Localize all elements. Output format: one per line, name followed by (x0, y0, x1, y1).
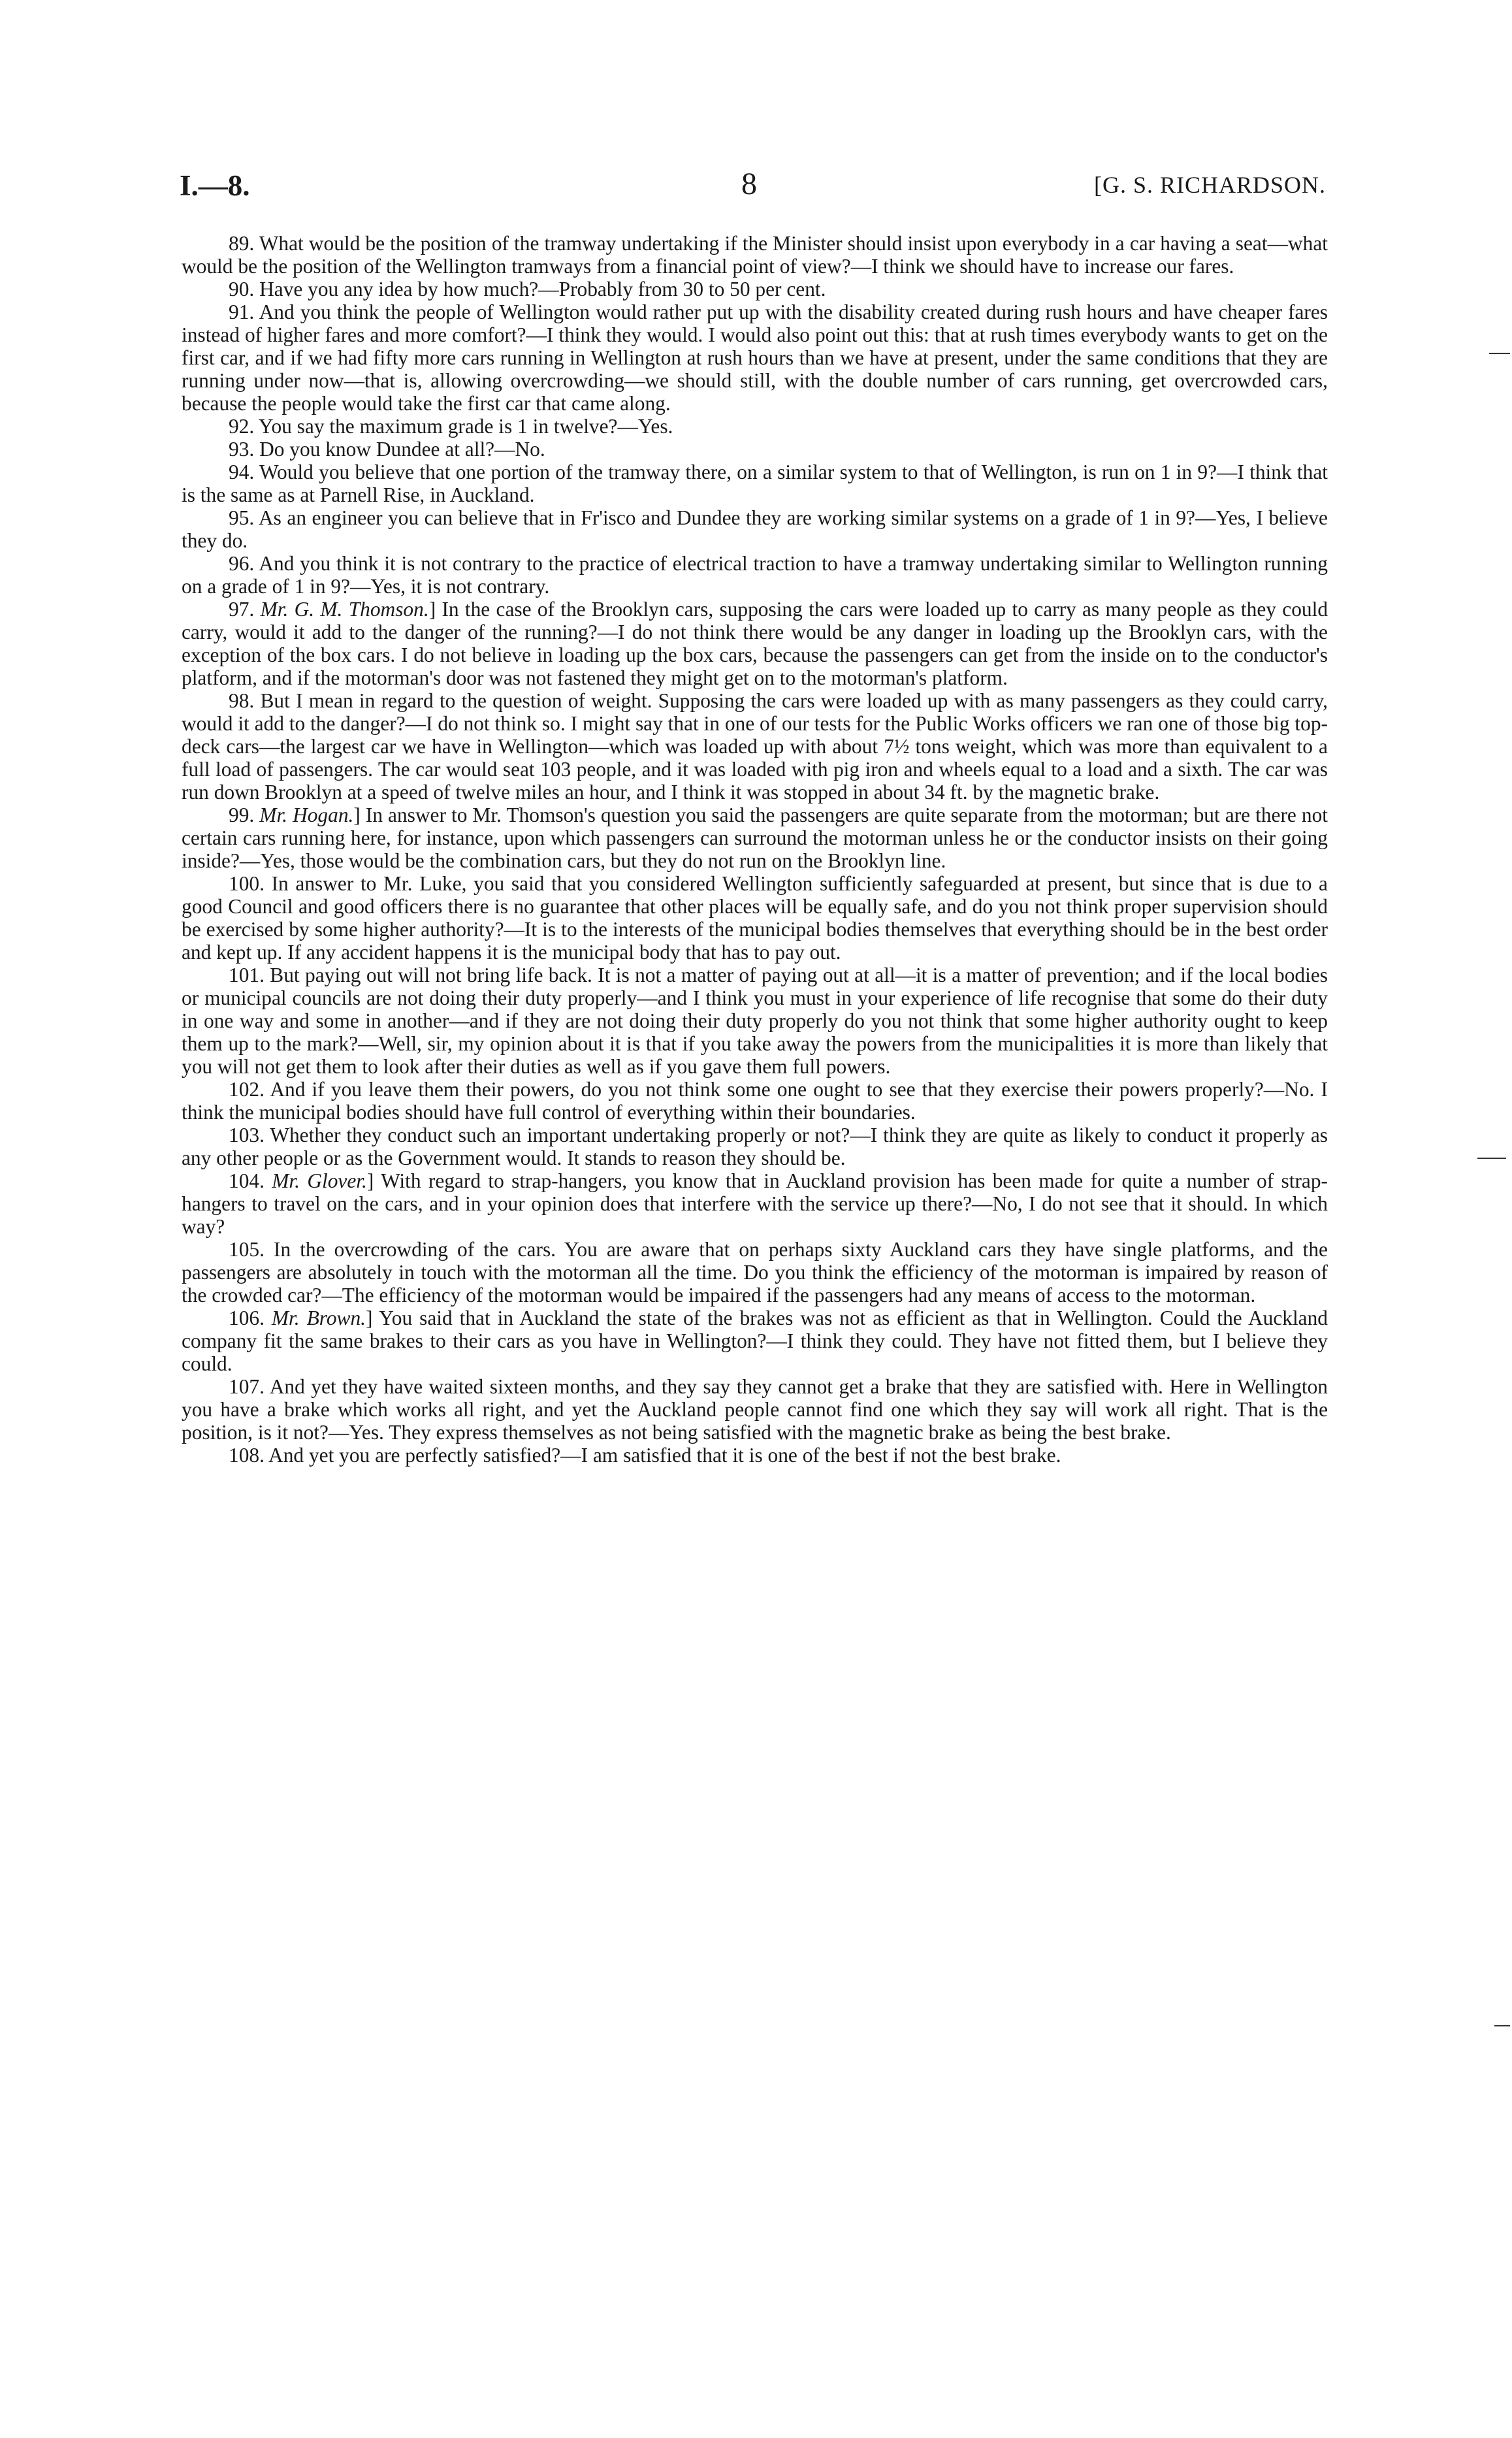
speaker-name: Mr. Brown. (271, 1307, 366, 1329)
paragraph-91: 91. And you think the people of Wellington would rather put up with the disability created during rush hours and have cheaper fares instead of higher fares and more comfort?—I think they would. I would also point out this: that at rush times everybody wants to get on the first car, and if we had fifty more cars running in Wellington at rush hours than we have at present, under the same conditions that they are running under now—that is, allowing overcrowding—we should still, with the double number of cars running, get overcrowded cars, because the people would take the first car that came along. (182, 301, 1328, 415)
paragraph-90: 90. Have you any idea by how much?—Probably from 30 to 50 per cent. (229, 278, 826, 301)
margin-mark (1494, 2025, 1510, 2026)
speaker-name: Mr. Glover. (272, 1169, 367, 1192)
paragraph-94: 94. Would you believe that one portion of the tramway there, on a similar system to that of Wellington, is run on 1 in 9?—I think that is the same as at Parnell Rise, in Auckland. (182, 461, 1328, 506)
paragraph-101: 101. But paying out will not bring life back. It is not a matter of paying out at all—it is a matter of prevention; and if the local bodies or municipal councils are not doing their duty properly—and I think you must in your experience of life recognise that some do their duty in one way and some in another—and if they are not doing their duty properly do you not think that some higher authority ought to keep them up to the mark?—Well, sir, my opinion about it is that if you take away the powers from the municipalities it is more than likely that you will not get them to look after their duties as well as if you gave them full powers. (182, 964, 1328, 1078)
witness-name: [G. S. RICHARDSON. (1093, 172, 1326, 198)
paragraph-93: 93. Do you know Dundee at all?—No. (229, 438, 545, 461)
page-header (180, 169, 1326, 208)
paragraph-104: 104. Mr. Glover.] With regard to strap-hangers, you know that in Auckland provision has been made for quite a number of strap-hangers to travel on the cars, and in your opinion does that interfere with the service up there?—No, I do not see that it should. In which way? (182, 1169, 1328, 1238)
page-number: 8 (741, 167, 757, 201)
speaker-name: Mr. G. M. Thomson. (260, 598, 429, 621)
paragraph-98: 98. But I mean in regard to the question of weight. Supposing the cars were loaded up with as many passengers as they could carry, would it add to the danger?—I do not think so. I might say that in one of our tests for the Public Works officers we ran one of those big top-deck cars—the largest car we have in Wellington—which was loaded up with about 7½ tons weight, which was more than equivalent to a full load of passengers. The car would seat 103 people, and it was loaded with pig iron and wheels equal to a load and a sixth. The car was run down Brooklyn at a speed of twelve miles an hour, and I think it was stopped in about 34 ft. by the magnetic brake. (182, 689, 1328, 804)
paragraph-100: 100. In answer to Mr. Luke, you said that you considered Wellington sufficiently safeguarded at present, but since that is due to a good Council and good officers there is no guarantee that other places will be equally safe, and do you not think proper supervision should be exercised by some higher authority?—It is to the interests of the municipal bodies themselves that everything should be in the best order and kept up. If any accident happens it is the municipal body that has to pay out. (182, 872, 1328, 964)
paragraph-102: 102. And if you leave them their powers, do you not think some one ought to see that they exercise their powers properly?—No. I think the municipal bodies should have full control of everything within their boundaries. (182, 1078, 1328, 1124)
paragraph-108: 108. And yet you are perfectly satisfied?—I am satisfied that it is one of the best if not the best brake. (229, 1444, 1061, 1467)
testimony-body (182, 232, 1328, 1467)
paragraph-107: 107. And yet they have waited sixteen months, and they say they cannot get a brake that they are satisfied with. Here in Wellington you have a brake which works all right, and yet the Auckland people cannot find one which they say will work all right. That is the position, is it not?—Yes. They express themselves as not being satisfied with the magnetic brake as being the best brake. (182, 1375, 1328, 1444)
paragraph-95: 95. As an engineer you can believe that in Fr'isco and Dundee they are working similar systems on a grade of 1 in 9?—Yes, I believe they do. (182, 506, 1328, 552)
paragraph-103: 103. Whether they conduct such an important undertaking properly or not?—I think they are quite as likely to conduct it properly as any other people or as the Government would. It stands to reason they should be. (182, 1124, 1328, 1169)
margin-mark (1489, 353, 1510, 354)
paragraph-105: 105. In the overcrowding of the cars. You are aware that on perhaps sixty Auckland cars they have single platforms, and the passengers are absolutely in touch with the motorman all the time. Do you think the efficiency of the motorman is impaired by reason of the crowded car?—The efficiency of the motorman would be impaired if the passengers had any means of access to the motorman. (182, 1238, 1328, 1307)
paragraph-106: 106. Mr. Brown.] You said that in Auckland the state of the brakes was not as efficient as that in Wellington. Could the Auckland company fit the same brakes to their cars as you have in Wellington?—I think they could. They have not fitted them, but I believe they could. (182, 1307, 1328, 1375)
margin-mark (1477, 1158, 1506, 1159)
paragraph-89: 89. What would be the position of the tramway undertaking if the Minister should insist upon everybody in a car having a seat—what would be the position of the Wellington tramways from a financial point of view?—I think we should have to increase our fares. (182, 232, 1328, 278)
paragraph-96: 96. And you think it is not contrary to the practice of electrical traction to have a tramway undertaking similar to Wellington running on a grade of 1 in 9?—Yes, it is not contrary. (182, 552, 1328, 598)
paragraph-97: 97. Mr. G. M. Thomson.] In the case of the Brooklyn cars, supposing the cars were loaded up to carry as many people as they could carry, would it add to the danger of the running?—I do not think there would be any danger in loading up the Brooklyn cars, with the exception of the box cars. I do not believe in loading up the box cars, because the passengers can get from the inside on to the conductor's platform, and if the motorman's door was not fastened they might get on to the motorman's platform. (182, 598, 1328, 689)
paragraph-92: 92. You say the maximum grade is 1 in twelve?—Yes. (229, 415, 673, 438)
paragraph-99: 99. Mr. Hogan.] In answer to Mr. Thomson's question you said the passengers are quite separate from the motorman; but are there not certain cars running here, for instance, upon which passengers can surround the motorman unless he or the conductor insists on their going inside?—Yes, those would be the combination cars, but they do not run on the Brooklyn line. (182, 804, 1328, 872)
speaker-name: Mr. Hogan. (259, 804, 354, 826)
paper-reference: I.—8. (180, 169, 250, 202)
